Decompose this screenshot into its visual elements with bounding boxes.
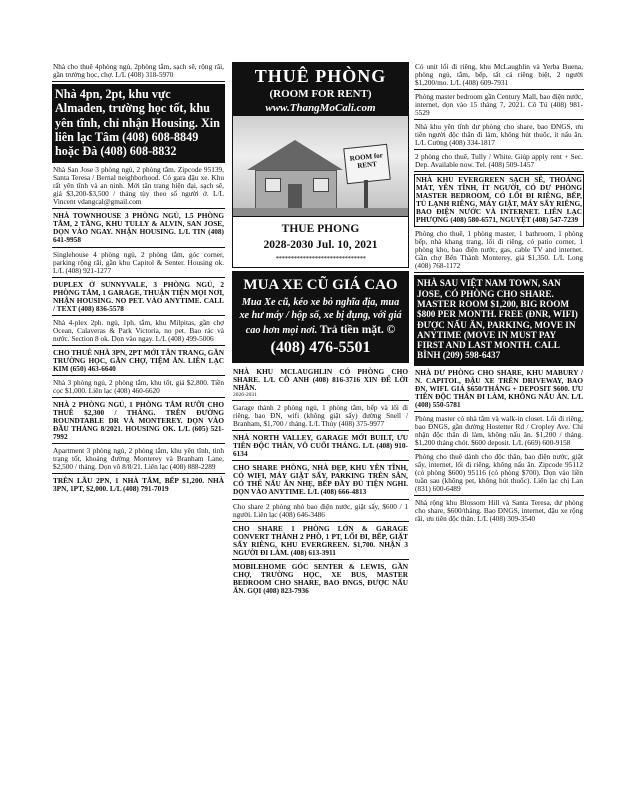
classified-ad (52, 446, 225, 474)
used-car-ad (232, 271, 409, 363)
ad-text: Garage thành 2 phòng ngủ, 1 phòng tắm, bếp và lối đi riêng, bao ĐN, wifi (không giặt sấy) đường Snell / Branham, $1,700 / tháng. L/L Thủy (408) 375-9977 (233, 403, 408, 429)
ad-text: DUPLEX Ở SUNNYVALE, 3 PHÒNG NGỦ, 2 PHÒNG TẮM, 1 GARAGE, THUẬN TIỆN MỌI NƠI, NHẬN HOUSING. NO PET. VÀO ANYTIME. CALL / TEXT (408) 836-5578 (53, 279, 224, 313)
classified-ad (232, 502, 409, 522)
ad-text: NHÀ KHU EVERGREEN SẠCH SẼ, THOÁNG MÁT, YÊN TĨNH, ÍT NGƯỜI, CÓ DƯ PHÒNG MASTER BEDROOM, CÓ LỐI ĐI RIÊNG, BẾP, TỦ LẠNH RIÊNG, MÁY GIẶT, MÁY SẤY RIÊNG, BAO ĐIỆN NƯỚC VÀ INTERNET. LIÊN LẠC PHƯỢNG (408) 580-6571, NGUYỆT (408) 547-7239 (416, 175, 582, 225)
ad-text: NHÀ TOWNHOUSE 3 PHÒNG NGỦ, 1.5 PHÒNG TẮM, 2 TẦNG, KHU TULLY & ALVIN, SAN JOSE, DỌN VÀO NGAY. NHẬN HOUSING. L/L TIN (408) 641-9958 (53, 211, 224, 245)
section-banner (232, 62, 409, 116)
ad-text: Nhà khu yên tĩnh dư phòng cho share, bao ĐNGS, ưu tiên người độc thân đi làm, không hút thuốc, ít nấu ăn. L/L Cường (408) 334-1817 (415, 122, 583, 148)
classified-ad (414, 275, 584, 365)
ad-text: NHÀ 2 PHÒNG NGỦ, 1 PHÒNG TẮM RƯỠI CHO THUÊ $2,300 / THÁNG. TRÊN ĐƯỜNG ROUNDTABLE DR VÀ MONTEREY. DỌN VÀO ĐẦU THÁNG 8/2021. HOUSING OK. L/L (605) 521-7992 (53, 399, 224, 441)
edition-title: THUE PHONG (281, 223, 360, 235)
ad-text: Nhà San Jose 3 phòng ngủ, 2 phòng tắm. Zipcode 95139, Santa Teresa / Bernal neighborhood. Có gara đậu xe. Khu rất yên tĩnh và an ninh. Mới tân trang hiện đại, sạch sẽ, giá $3,200-$3,500 / tháng tùy theo số người ở. L/L Vincent vdangcal@gmail.com (53, 165, 224, 207)
classified-ad (52, 62, 225, 82)
classified-ad (52, 378, 225, 398)
ad-text: NHÀ KHU MCLAUGHLIN CÓ PHÒNG CHO SHARE. L/L CÔ ANH (408) 816-3716 XIN ĐỂ LỜI NHẮN. (233, 367, 408, 393)
ad-text: Nhà 3 phòng ngủ, 2 phòng tắm, khu tốt, giá $2,800. Tiền cọc $1,000. Liên lạc (408) 460-6620 (53, 377, 224, 395)
ad-text: NHÀ NORTH VALLEY, GARAGE MỚI BUILT, ƯU TIÊN ĐỘC THÂN, VÔ CUỐI THÁNG. L/L (408) 910-6134 (233, 433, 408, 459)
ad-text: Cho share 2 phòng nhỏ bao điện nước, giặt sấy, $600 / 1 người. Liên lạc (408) 646-3486 (233, 501, 408, 519)
classified-ad (414, 452, 584, 496)
classified-ad (52, 476, 225, 495)
column-right (414, 62, 584, 527)
used-car-title: MUA XE CŨ GIÁ CAO (243, 277, 398, 293)
classified-ad (52, 318, 225, 346)
classified-ad (232, 367, 409, 401)
classified-ad (414, 174, 584, 227)
classified-ad (232, 403, 409, 431)
classified-ad (52, 211, 225, 247)
banner-url: www.ThangMoCali.com (265, 102, 376, 114)
ad-text: Nhà 4-plex 2ph. ngủ, 1ph. tắm, khu Milpitas, gần chợ Ocean, Calaveras & Park Victoria, no pet. Bao rác và nước. Section 8 ok. Dọn vào ngay. L/L (408) 499-5006 (53, 317, 224, 343)
ad-text: Phòng master có nhà tắm và walk-in closet. Lối đi riêng, bao ĐNGS, gần đường Hostetter Rd / Cropley Ave. Chỉ nhận độc thân đi làm, không nấu ăn. $1,200 / tháng. $1,200 tháng chót. $600 deposit. L/L (669) 600-9158 (415, 413, 583, 447)
classified-ad (52, 250, 225, 278)
classified-ad (414, 229, 584, 273)
ad-text: Nhà rộng khu Blossom Hill và Santa Teresa, dư phòng cho share, $600/tháng. Bao ĐNGS, internet, đậu xe rộng rãi, ưu tiên độc thân. L/L (408) 309-3540 (415, 497, 583, 523)
classified-ad (52, 165, 225, 209)
classified-ad (414, 92, 584, 120)
column-left (52, 62, 225, 497)
classified-ad (232, 433, 409, 461)
used-car-body: Mua Xe cũ, kéo xe bỏ nghĩa địa, mua xe hư máy / hộp số, xe bị đụng, với giá cao hơn mọi nơi. (239, 297, 402, 336)
ad-text: CHO THUÊ NHÀ 3PN, 2PT MỚI TÂN TRANG, GẦN TRƯỜNG HỌC, GẦN CHỢ, TIỆM ĂN. LIÊN LẠC KIM (650) 463-6640 (53, 347, 224, 373)
ad-text: Phòng master bedroom gần Century Mall, bao điện nước, internet, dọn vào 15 tháng 7, 2021. Cô Tú (408) 981-5529 (415, 92, 583, 118)
ad-text: Apartment 3 phòng ngủ, 2 phòng tắm, khu yên tĩnh, tình trạng tốt, khoảng đường Monterey và Branham Lane, $2,500 / tháng. Dọn vô 8/8/21. Liên lạc (408) 888-2289 (53, 445, 224, 471)
house-illustration (232, 116, 409, 217)
ad-text: Singlehouse 4 phòng ngủ, 2 phòng tắm, góc corner, parking rộng rãi, gần khu Capitol & Senter. Housing ok. L/L (408) 921-1277 (53, 249, 224, 275)
classified-ad (232, 463, 409, 499)
ad-text: NHÀ DƯ PHÒNG CHO SHARE, KHU MABURY / N. CAPITOL, ĐẬU XE TRÊN DRIVEWAY, BAO ĐN, WIFI. GIÁ $650/THÁNG + DEPOSIT $600. ƯU TIÊN ĐỘC THÂN ĐI LÀM, KHÔNG NẤU ĂN. L/L (408) 550-5781 (415, 367, 583, 409)
ad-text: CHO SHARE 1 PHÒNG LỚN & GARAGE CONVERT THÀNH 2 PHÒ, 1 PT, LỐI ĐI, BẾP, GIẶT SẤY RIÊNG, KHU EVERGREEN. $1,700. NHẬN 3 NGƯỜI ĐI LÀM. (408) 613-3911 (233, 523, 408, 557)
used-car-phone: (408) 476-5501 (270, 339, 371, 357)
ad-text: 2 phòng cho thuê, Tully / White. Giúp apply rent + Sec. Dep. Available now. Tel. (408) 509-1457 (415, 152, 583, 170)
classified-ad (414, 498, 584, 525)
classified-ad (414, 62, 584, 90)
column-center (232, 62, 409, 599)
ad-text: TRÊN LẦU 2PN, 1 NHÀ TẮM, BẾP $1,200. NHÀ 3PN, 1PT, $2,000. L/L (408) 791-7019 (53, 475, 224, 493)
classified-ad (52, 348, 225, 376)
classified-ad (52, 84, 225, 163)
ad-text: Nhà 4pn, 2pt, khu vực Almaden, trường học tốt, khu yên tĩnh, chỉ nhận Housing. Xin liên lạc Tâm (408) 608-8849 hoặc Đà (408) 608-8832 (55, 87, 220, 159)
ad-text: NHÀ SAU VIỆT NAM TOWN, SAN JOSE, CÓ PHÒNG CHO SHARE. MASTER ROOM $1,200, BIG ROOM $800 PER MONTH. FREE (ĐNR, WIFI) ĐƯỢC NẤU ĂN, PARKING, MOVE IN ANYTIME (MOVE IN MUST PAY FIRST AND LAST MONTH. CALL BÌNH (209) 598-6437 (417, 278, 578, 361)
ad-text: Có unit lối đi riêng, khu McLaughlin và Yerba Buena, phòng ngủ, tắm, bếp, tất cả riêng biệt, 2 người $1,200/mo. L/L (408) 609-7931 (415, 62, 583, 88)
ad-note: 2026-2031 (233, 392, 257, 399)
room-for-rent-sign: ROOM for RENT (343, 144, 391, 184)
ad-text: Nhà cho thuê 4phòng ngủ, 2phòng tắm, sạch sẽ, rộng rãi, gần trường học, chợ. L/L (408) 318-5970 (53, 62, 224, 80)
ad-text: Phòng cho thuê, 1 phòng master, 1 bathroom, 1 phòng bếp, nhà khang trang, lối đi riêng, có patio corner, 1 phòng kho, bao điện nước, gas, cable TV and internet. Gần chợ Bến Thành Monterey, giá $1,350. L/L Long (408) 768-1172 (415, 229, 583, 271)
classified-ad (232, 524, 409, 560)
classified-ad (414, 414, 584, 450)
classified-ad (52, 280, 225, 316)
edition-divider: ****************************** (275, 255, 366, 263)
ad-text: MOBILEHOME GÓC SENTER & LEWIS, GẦN CHỢ, TRƯỜNG HỌC, XE BUS, MASTER BEDROOM CHO SHARE, BAO ĐNGS, ĐƯỢC NẤU ĂN. GỌI (408) 823-7936 (233, 561, 408, 595)
banner-subtitle: (ROOM FOR RENT) (269, 88, 372, 100)
banner-title: THUÊ PHÒNG (254, 66, 387, 86)
center-ads (232, 367, 409, 596)
classified-ad (414, 368, 584, 412)
classified-ad (52, 400, 225, 444)
ad-text: Phòng cho thuê dành cho độc thân, bao điện nước, giặt sấy, internet, lối đi riêng, không nấu ăn. Zipcode 95112 (có phòng $600) 95116 (có phòng $700). Dọn vào liền tuần sau (không pet, không hút thuốc). Liên lạc chị Lan (831) 600-6489 (415, 451, 583, 493)
classified-ad (232, 562, 409, 597)
classified-ad (414, 122, 584, 150)
classified-ad (414, 152, 584, 172)
ad-text: CHO SHARE PHÒNG, NHÀ ĐẸP, KHU YÊN TĨNH, CÓ WIFI, MÁY GIẶT SẤY, PARKING TRÊN SÂN, CÓ THỂ NẤU ĂN NHẸ, BẾP ĐẦY ĐỦ TIỆN NGHI. DỌN VÀO ANYTIME. L/L (408) 666-4813 (233, 463, 408, 497)
edition-number: 2028-2030 Jul. 10, 2021 (263, 239, 378, 251)
used-car-tagline: Trả tiền mặt. © (319, 323, 396, 336)
edition-box (232, 217, 409, 268)
